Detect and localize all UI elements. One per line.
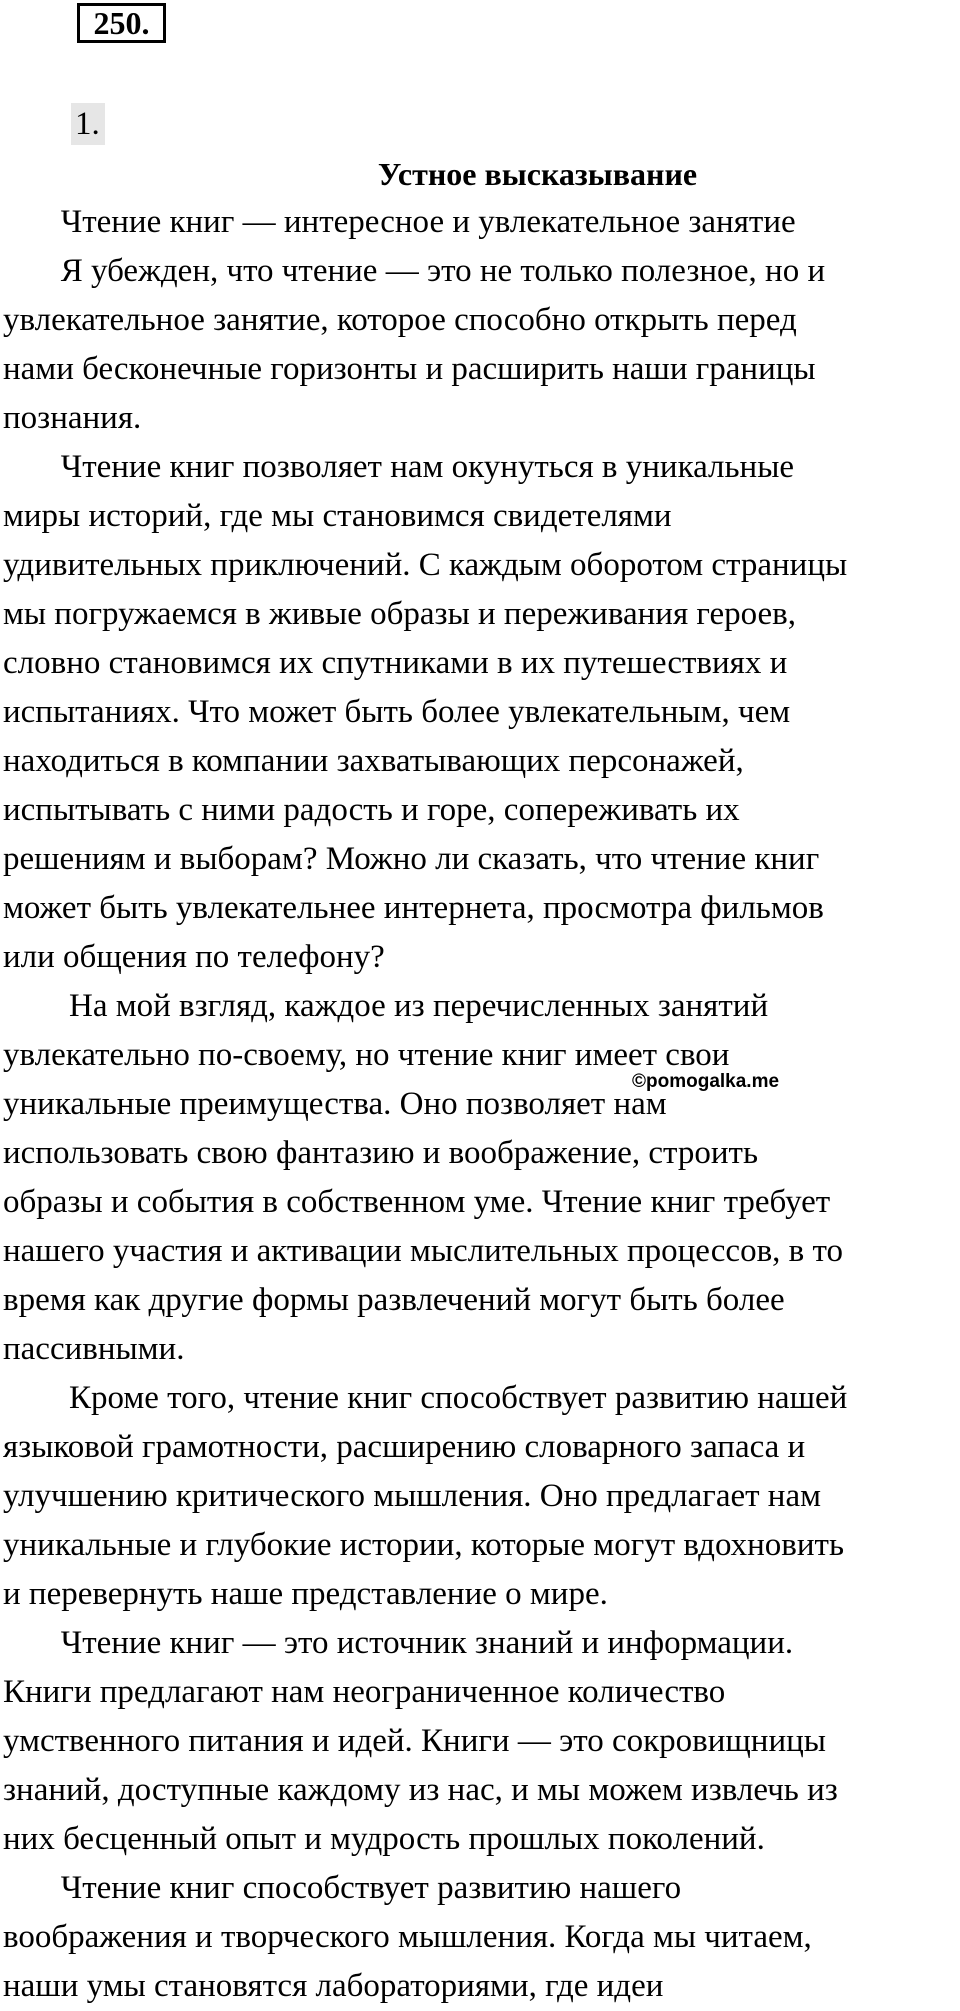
text-line: языковой грамотности, расширению словарного запаса и bbox=[3, 1429, 806, 1465]
text-line: нами бесконечные горизонты и расширить наши границы bbox=[3, 351, 816, 387]
text-line: решениям и выборам? Можно ли сказать, что чтение книг bbox=[3, 841, 820, 877]
text-line: уникальные преимущества. Оно позволяет нам bbox=[3, 1086, 667, 1122]
text-line: Чтение книг способствует развитию нашего bbox=[3, 1870, 682, 1906]
text-line: них бесценный опыт и мудрость прошлых поколений. bbox=[3, 1821, 765, 1857]
text-line: пассивными. bbox=[3, 1331, 185, 1367]
text-line: Чтение книг — интересное и увлекательное занятие bbox=[3, 204, 796, 240]
text-line: испытывать с ними радость и горе, сопереживать их bbox=[3, 792, 740, 828]
text-line: или общения по телефону? bbox=[3, 939, 385, 975]
text-line: нашего участия и активации мыслительных процессов, в то bbox=[3, 1233, 843, 1269]
text-line: удивительных приключений. С каждым оборотом страницы bbox=[3, 547, 848, 583]
text-line: словно становимся их спутниками в их путешествиях и bbox=[3, 645, 788, 681]
watermark: ©pomogalka.me bbox=[632, 1071, 780, 1092]
text-line: Я убежден, что чтение — это не только полезное, но и bbox=[3, 253, 826, 289]
essay-text bbox=[3, 198, 955, 2011]
heading: Устное высказывание bbox=[377, 156, 698, 192]
text-line: и перевернуть наше представление о мире. bbox=[3, 1576, 608, 1612]
task-number-box: 250. bbox=[77, 3, 166, 43]
text-line: знаний, доступные каждому из нас, и мы можем извлечь из bbox=[3, 1772, 838, 1808]
text-line: испытаниях. Что может быть более увлекательным, чем bbox=[3, 694, 791, 730]
text-line: умственного питания и идей. Книги — это сокровищницы bbox=[3, 1723, 826, 1759]
text-line: Чтение книг — это источник знаний и информации. bbox=[3, 1625, 794, 1661]
text-line: Кроме того, чтение книг способствует развитию нашей bbox=[3, 1380, 848, 1416]
text-line: познания. bbox=[3, 400, 142, 436]
text-line: использовать свою фантазию и воображение, строить bbox=[3, 1135, 759, 1171]
text-line: находиться в компании захватывающих персонажей, bbox=[3, 743, 744, 779]
text-line: наши умы становятся лабораториями, где идеи bbox=[3, 1968, 664, 2004]
text-line: увлекательно по-своему, но чтение книг имеет свои bbox=[3, 1037, 730, 1073]
text-line: Книги предлагают нам неограниченное количество bbox=[3, 1674, 726, 1710]
text-line: уникальные и глубокие истории, которые могут вдохновить bbox=[3, 1527, 845, 1563]
text-line: увлекательное занятие, которое способно открыть перед bbox=[3, 302, 797, 338]
text-line: На мой взгляд, каждое из перечисленных занятий bbox=[3, 988, 769, 1024]
text-line: мы погружаемся в живые образы и переживания героев, bbox=[3, 596, 797, 632]
text-line: улучшению критического мышления. Оно предлагает нам bbox=[3, 1478, 821, 1514]
text-line: может быть увлекательнее интернета, просмотра фильмов bbox=[3, 890, 824, 926]
text-line: миры историй, где мы становимся свидетелями bbox=[3, 498, 672, 534]
text-line: образы и события в собственном уме. Чтение книг требует bbox=[3, 1184, 831, 1220]
text-line: Чтение книг позволяет нам окунуться в уникальные bbox=[3, 449, 795, 485]
text-line: время как другие формы развлечений могут быть более bbox=[3, 1282, 785, 1318]
sub-number: 1. bbox=[71, 103, 105, 145]
text-line: воображения и творческого мышления. Когда мы читаем, bbox=[3, 1919, 812, 1955]
